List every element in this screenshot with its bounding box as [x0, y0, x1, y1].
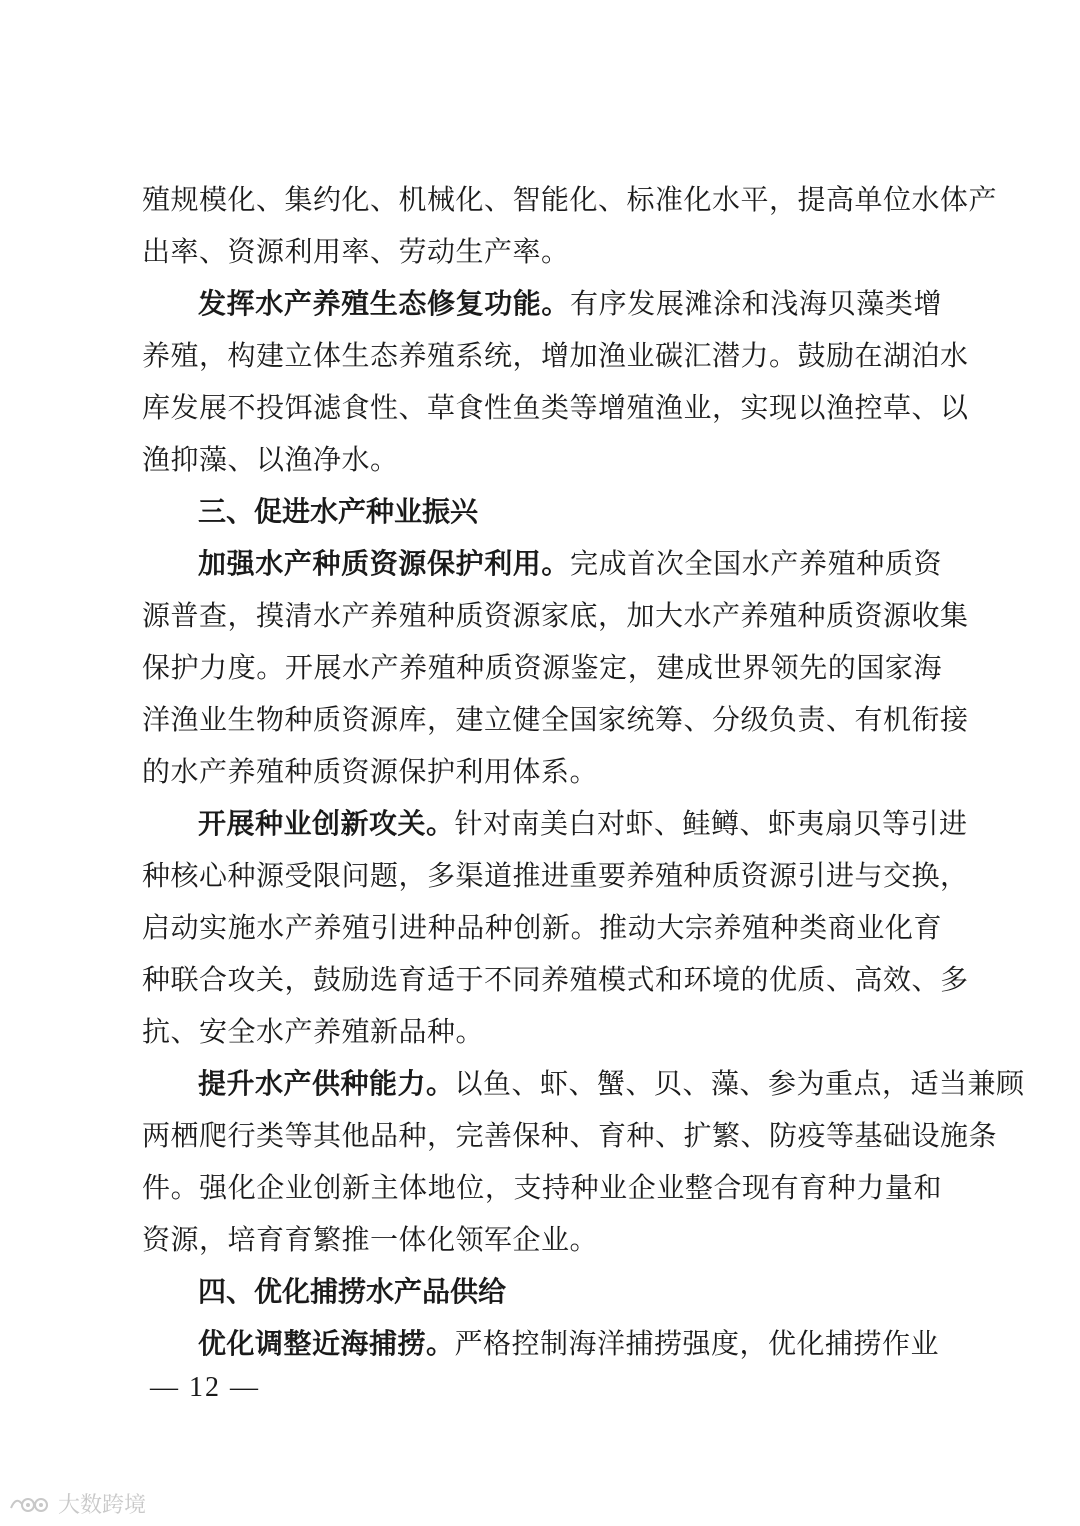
paragraph-line: 洋渔业生物种质资源库，建立健全国家统筹、分级负责、有机衔接 — [142, 703, 969, 736]
paragraph-text: 严格控制海洋捕捞强度，优化捕捞作业 — [454, 1327, 940, 1360]
paragraph-line: 渔抑藻、以渔净水。 — [142, 443, 399, 476]
paragraph-line: 出率、资源利用率、劳动生产率。 — [142, 235, 570, 268]
paragraph-first-line — [142, 798, 968, 850]
paragraph-text: 有序发展滩涂和浅海贝藻类增 — [570, 287, 942, 320]
paragraph-line: 养殖，构建立体生态养殖系统，增加渔业碳汇潜力。鼓励在湖泊水 — [142, 339, 969, 372]
paragraph-text: 针对南美白对虾、鲑鳟、虾夷扇贝等引进 — [454, 807, 968, 840]
paragraph-line: 资源，培育育繁推一体化领军企业。 — [142, 1223, 599, 1256]
paragraph-text: 完成首次全国水产养殖种质资 — [570, 547, 942, 580]
paragraph-line: 库发展不投饵滤食性、草食性鱼类等增殖渔业，实现以渔控草、以 — [142, 391, 969, 424]
page-number: — 12 — — [150, 1372, 260, 1403]
paragraph-line: 件。强化企业创新主体地位，支持种业企业整合现有育种力量和 — [142, 1171, 942, 1204]
paragraph-first-line — [142, 538, 942, 590]
paragraph-line: 保护力度。开展水产养殖种质资源鉴定，建成世界领先的国家海 — [142, 651, 942, 684]
section-heading: 三、促进水产种业振兴 — [198, 495, 479, 528]
section-heading: 四、优化捕捞水产品供给 — [198, 1275, 507, 1308]
watermark-text: 大数跨境 — [58, 1493, 147, 1518]
paragraph-line: 启动实施水产养殖引进种品种创新。推动大宗养殖种类商业化育 — [142, 911, 942, 944]
paragraph-line: 种核心种源受限问题，多渠道推进重要养殖种质资源引进与交换， — [142, 859, 969, 892]
paragraph-first-line — [142, 278, 942, 330]
paragraph-lead: 提升水产供种能力。 — [198, 1067, 455, 1100]
paragraph-line: 种联合攻关，鼓励选育适于不同养殖模式和环境的优质、高效、多 — [142, 963, 969, 996]
paragraph-line: 两栖爬行类等其他品种，完善保种、育种、扩繁、防疫等基础设施条 — [142, 1119, 998, 1152]
paragraph-line: 抗、安全水产养殖新品种。 — [142, 1015, 485, 1048]
paragraph-line: 的水产养殖种质资源保护利用体系。 — [142, 755, 599, 788]
paragraph-lead: 开展种业创新攻关。 — [198, 807, 455, 840]
paragraph-text: 以鱼、虾、蟹、贝、藻、参为重点，适当兼顾 — [454, 1067, 1025, 1100]
paragraph-first-line — [142, 1318, 942, 1370]
paragraph-lead: 优化调整近海捕捞。 — [198, 1327, 455, 1360]
paragraph-line: 殖规模化、集约化、机械化、智能化、标准化水平，提高单位水体产 — [142, 183, 998, 216]
paragraph-lead: 发挥水产养殖生态修复功能。 — [198, 287, 571, 320]
watermark — [8, 1488, 146, 1519]
watermark-logo-icon — [8, 1492, 52, 1516]
paragraph-first-line — [142, 1058, 1025, 1110]
paragraph-lead: 加强水产种质资源保护利用。 — [198, 547, 571, 580]
paragraph-line: 源普查，摸清水产养殖种质资源家底，加大水产养殖种质资源收集 — [142, 599, 969, 632]
document-body — [142, 174, 1025, 1370]
